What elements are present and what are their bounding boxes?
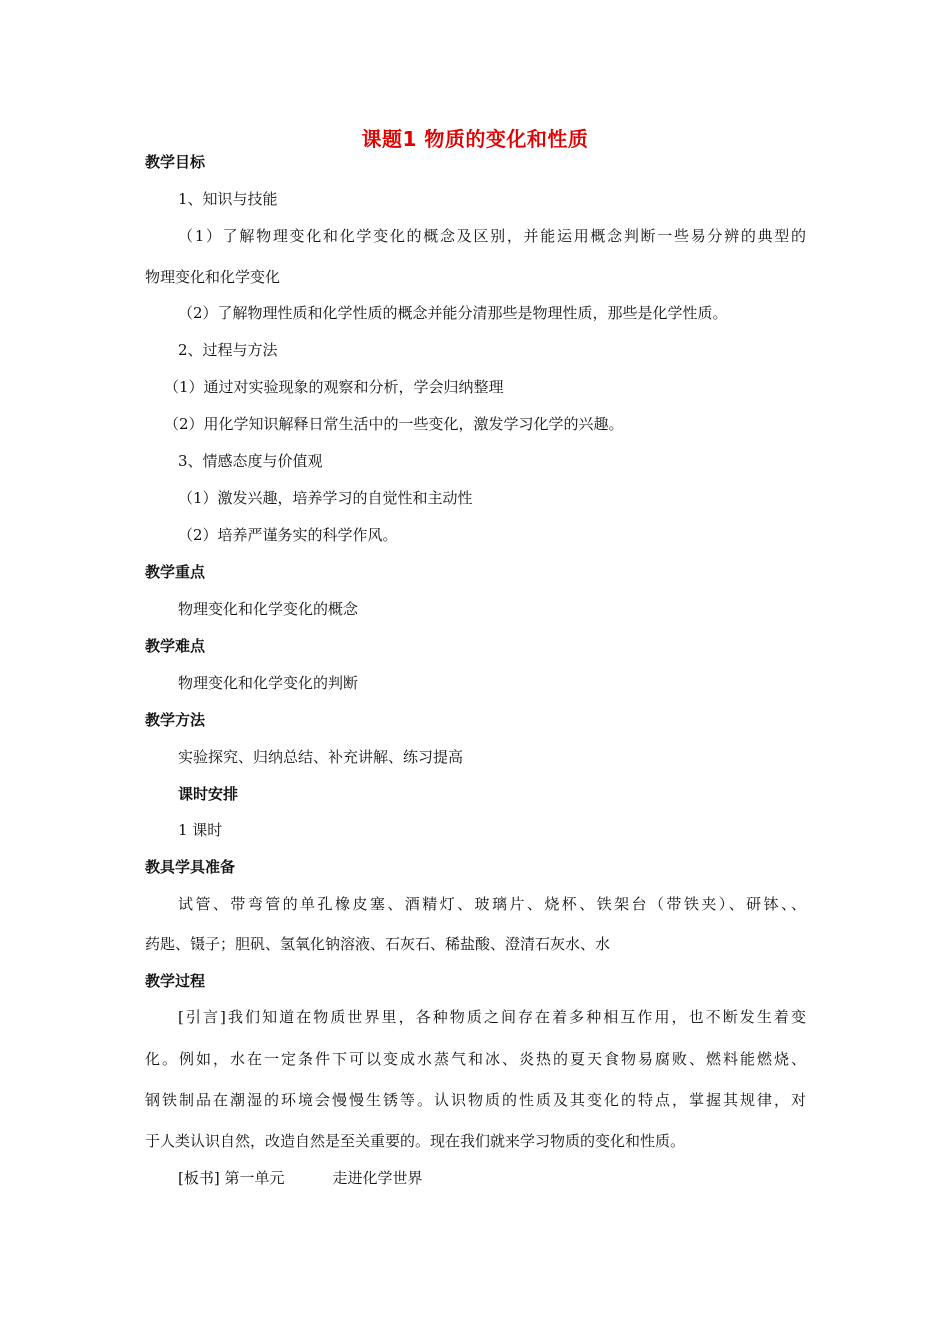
goal-1: 1、知识与技能 (178, 190, 278, 208)
schedule-text: 1 课时 (178, 821, 223, 839)
method-heading: 教学方法 (145, 711, 206, 729)
goal-1-2: （2）了解物理性质和化学性质的概念并能分清那些是物理性质，那些是化学性质。 (178, 304, 728, 322)
difficulty-text: 物理变化和化学变化的判断 (178, 674, 359, 692)
process-heading: 教学过程 (145, 972, 206, 990)
board-note (178, 1168, 423, 1188)
key-heading: 教学重点 (145, 563, 206, 581)
tools-heading: 教具学具准备 (145, 858, 236, 876)
goal-2-1: （1）通过对实验现象的观察和分析，学会归纳整理 (164, 378, 504, 396)
goal-2: 2、过程与方法 (178, 341, 278, 359)
key-text: 物理变化和化学变化的概念 (178, 600, 359, 618)
goal-3-1: （1）激发兴趣，培养学习的自觉性和主动性 (178, 489, 473, 507)
schedule-heading: 课时安排 (178, 785, 239, 803)
goal-1-1-line-a: （1）了解物理变化和化学变化的概念及区别，并能运用概念判断一些易分辨的典型的 (178, 227, 806, 245)
board-text: 走进化学世界 (332, 1169, 423, 1187)
tools-line-a: 试管、带弯管的单孔橡皮塞、酒精灯、玻璃片、烧杯、铁架台（带铁夹）、研钵、、 (178, 895, 806, 913)
intro-line-d: 于人类认识自然，改造自然是至关重要的。现在我们就来学习物质的变化和性质。 (145, 1132, 686, 1150)
difficulty-heading: 教学难点 (145, 637, 206, 655)
goal-2-2: （2）用化学知识解释日常生活中的一些变化，激发学习化学的兴趣。 (164, 415, 624, 433)
goal-3-2: （2）培养严谨务实的科学作风。 (178, 526, 398, 544)
board-label: [板书] 第一单元 (178, 1169, 285, 1187)
lesson-title: 课题1 物质的变化和性质 (361, 127, 589, 151)
intro-line-c: 钢铁制品在潮湿的环境会慢慢生锈等。认识物质的性质及其变化的特点，掌握其规律，对 (145, 1091, 806, 1109)
goal-heading: 教学目标 (145, 153, 206, 171)
intro-line-b: 化。例如，水在一定条件下可以变成水蒸气和冰、炎热的夏天食物易腐败、燃料能燃烧、 (145, 1050, 806, 1068)
tools-line-b: 药匙、镊子；胆矾、氢氧化钠溶液、石灰石、稀盐酸、澄清石灰水、水 (145, 935, 611, 953)
method-text: 实验探究、归纳总结、补充讲解、练习提高 (178, 748, 464, 766)
goal-1-1-line-b: 物理变化和化学变化 (145, 268, 281, 286)
intro-line-a: [引言]我们知道在物质世界里，各种物质之间存在着多种相互作用，也不断发生着变 (178, 1008, 806, 1026)
goal-3: 3、情感态度与价值观 (178, 452, 323, 470)
